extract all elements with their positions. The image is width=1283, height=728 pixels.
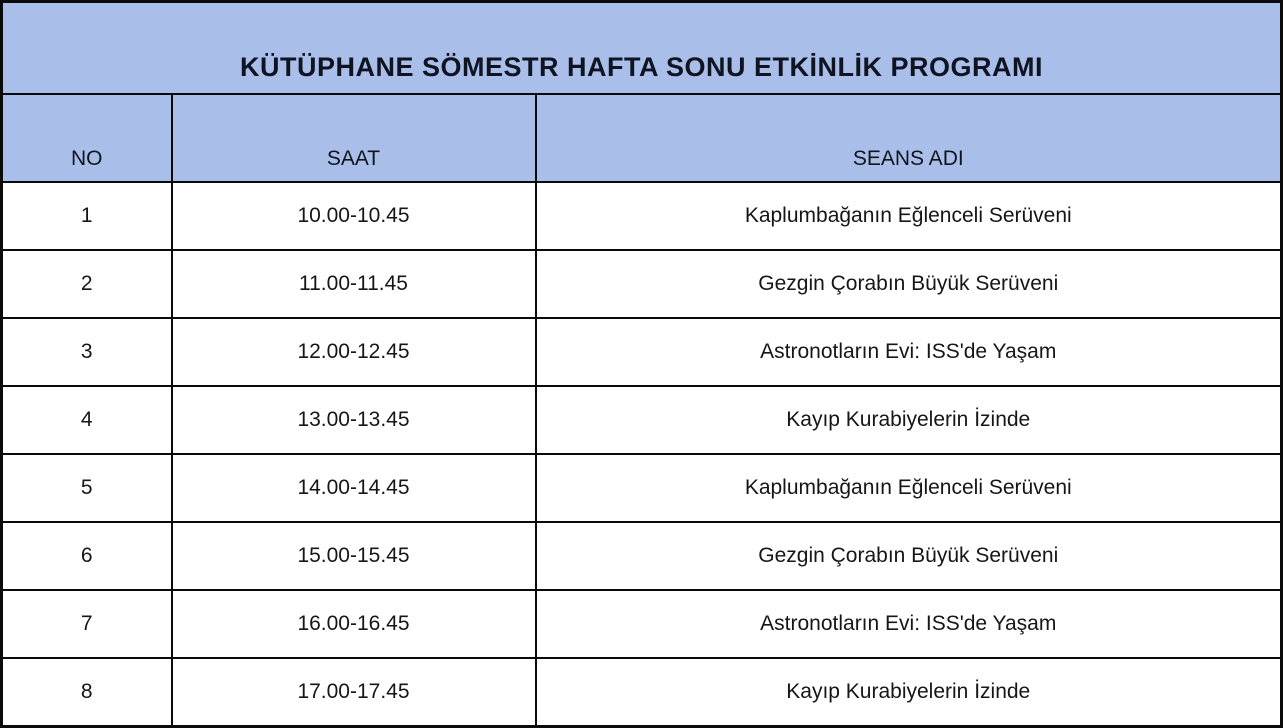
schedule-body — [2, 182, 1282, 727]
cell-time: 15.00-15.45 — [172, 522, 536, 590]
cell-session-name: Gezgin Çorabın Büyük Serüveni — [536, 250, 1282, 318]
table-row — [2, 590, 1282, 658]
cell-session-name: Kaplumbağanın Eğlenceli Serüveni — [536, 182, 1282, 250]
cell-session-name: Gezgin Çorabın Büyük Serüveni — [536, 522, 1282, 590]
cell-time: 12.00-12.45 — [172, 318, 536, 386]
cell-session-name: Kayıp Kurabiyelerin İzinde — [536, 658, 1282, 727]
cell-session-name: Astronotların Evi: ISS'de Yaşam — [536, 590, 1282, 658]
table-row — [2, 386, 1282, 454]
cell-time: 13.00-13.45 — [172, 386, 536, 454]
cell-no: 7 — [2, 590, 172, 658]
cell-time: 17.00-17.45 — [172, 658, 536, 727]
table-row — [2, 318, 1282, 386]
cell-session-name: Kayıp Kurabiyelerin İzinde — [536, 386, 1282, 454]
table-header-row — [2, 94, 1282, 182]
cell-time: 11.00-11.45 — [172, 250, 536, 318]
column-header-seans-adi: SEANS ADI — [536, 94, 1282, 182]
table-title: KÜTÜPHANE SÖMESTR HAFTA SONU ETKİNLİK PROGRAMI — [2, 2, 1282, 95]
cell-time: 14.00-14.45 — [172, 454, 536, 522]
table-row — [2, 658, 1282, 727]
cell-time: 16.00-16.45 — [172, 590, 536, 658]
cell-no: 8 — [2, 658, 172, 727]
column-header-saat: SAAT — [172, 94, 536, 182]
table-row — [2, 182, 1282, 250]
table-row — [2, 522, 1282, 590]
table-row — [2, 250, 1282, 318]
table-row — [2, 454, 1282, 522]
cell-no: 1 — [2, 182, 172, 250]
cell-session-name: Kaplumbağanın Eğlenceli Serüveni — [536, 454, 1282, 522]
cell-no: 3 — [2, 318, 172, 386]
cell-no: 4 — [2, 386, 172, 454]
cell-no: 2 — [2, 250, 172, 318]
cell-time: 10.00-10.45 — [172, 182, 536, 250]
column-header-no: NO — [2, 94, 172, 182]
cell-session-name: Astronotların Evi: ISS'de Yaşam — [536, 318, 1282, 386]
cell-no: 5 — [2, 454, 172, 522]
table-title-row — [2, 2, 1282, 95]
cell-no: 6 — [2, 522, 172, 590]
